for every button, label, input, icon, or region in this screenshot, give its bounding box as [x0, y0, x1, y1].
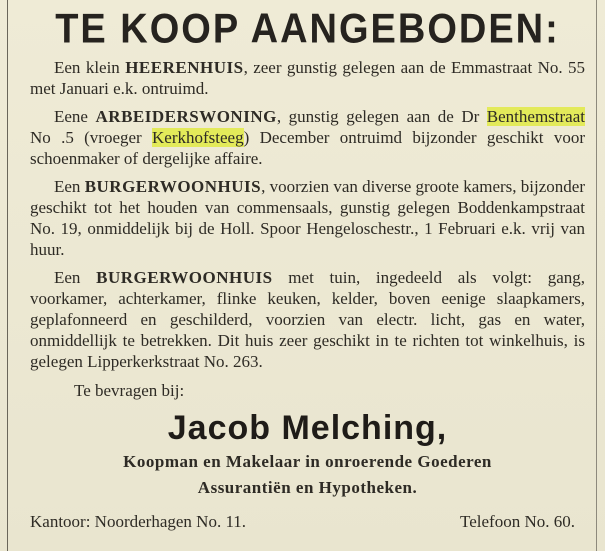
highlight-benthemstraat: Benthemstraat [486, 107, 585, 126]
listing-burgerwoonhuis-boddenkamp: Een BURGERWOONHUIS, voorzien van diverse groote kamers, bijzonder geschikt tot het houden van commensaals, gunstig gelegen Boddenkampstraat No. 19, onmiddelijk bij de Holl. Spoor Hengeloschestr., 1 Februari e.k. vrij van huur. [30, 177, 585, 259]
highlight-kerkhofsteeg: Kerkhofsteeg [152, 128, 244, 147]
property-type: ARBEIDERSWONING [95, 107, 277, 126]
inquire-label: Te bevragen bij: [74, 381, 185, 400]
agent-services: Assurantiën en Hypotheken. [197, 478, 418, 497]
property-type: HEERENHUIS [125, 58, 244, 77]
phone-number: Telefoon No. 60. [460, 512, 575, 531]
advertisement [30, 0, 585, 532]
listing-burgerwoonhuis-lipperkerk: Een BURGERWOONHUIS met tuin, ingedeeld als volgt: gang, voorkamer, achterkamer, flinke keuken, kelder, boven eenige slaapkamers, geplafonneerd en geschilderd, voorzien van electr. licht, gas en water, onmiddellijk te betrekken. Dit huis zeer geschikt in te richten tot winkelhuis, is gelegen Lipperkerkstraat No. 263. [30, 268, 585, 371]
listing-arbeiderswoning: Eene ARBEIDERSWONING, gunstig gelegen aan de Dr Benthemstraat No .5 (vroeger Kerkhofsteeg) December ontruimd bijzonder geschikt voor schoenmaker of dergelijke affaire. [30, 107, 585, 168]
ad-title: TE KOOP AANGEBODEN: [55, 6, 560, 53]
column-rule-right [596, 0, 597, 551]
office-address: Kantoor: Noorderhagen No. 11. [30, 512, 247, 531]
agent-name: Jacob Melching, [167, 409, 448, 447]
contact-footer [30, 512, 585, 532]
agent-role: Koopman en Makelaar in onroerende Goederen [123, 452, 492, 471]
property-type: BURGERWOONHUIS [84, 177, 262, 196]
property-type: BURGERWOONHUIS [96, 268, 273, 287]
listing-heerenhuis: Een klein HEERENHUIS, zeer gunstig gelegen aan de Emmastraat No. 55 met Januari e.k. ontruimd. [30, 58, 585, 98]
column-rule-left [7, 0, 8, 551]
